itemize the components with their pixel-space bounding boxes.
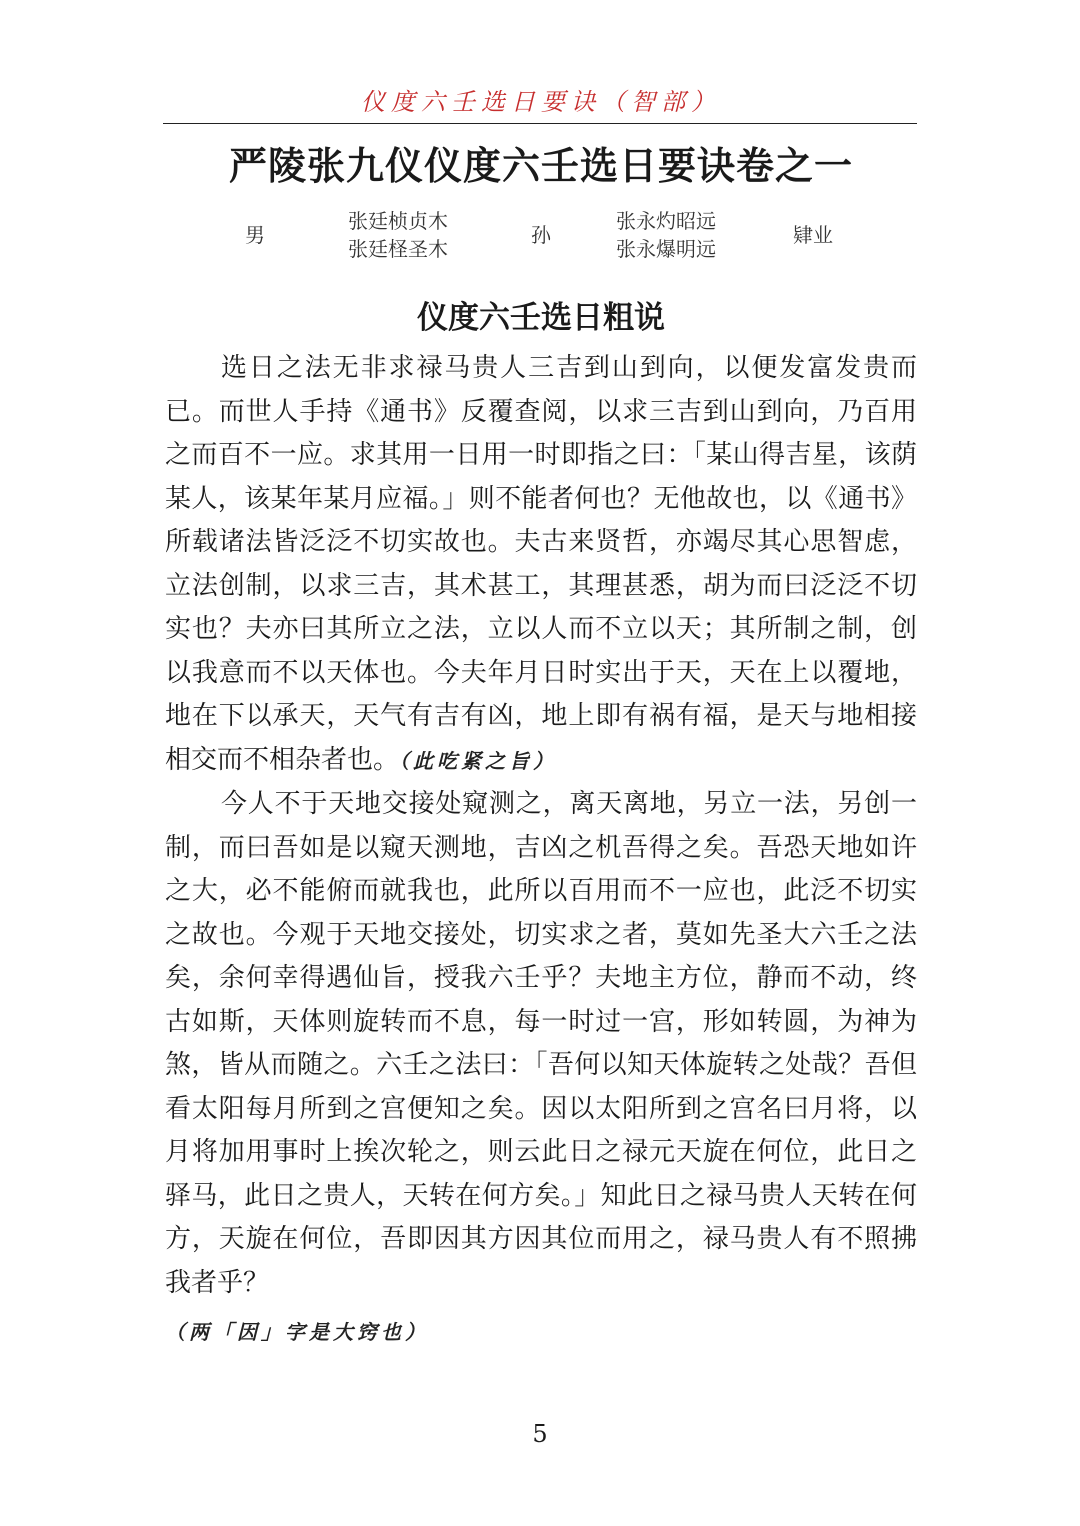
header-rule (163, 123, 917, 124)
annotation-note: （两「因」字是大窍也） (165, 1320, 429, 1344)
byline-grandson-2: 张永爆明远 (616, 237, 716, 261)
page-number: 5 (532, 1420, 548, 1448)
byline-grandsons (616, 207, 716, 263)
paragraph-text: 今人不于天地交接处窥测之，离天离地，另立一法，另创一制，而曰吾如是以窥天测地，吉凶之机吾得之矣。吾恐天地如许之大，必不能俯而就我也，此所以百用而不一应也，此泛不切实之故也。今观于天地交接处，切实求之者，莫如先圣大六壬之法矣，余何幸得遇仙旨，授我六壬乎？夫地主方位，静而不动，终古如斯，天体则旋转而不息，每一时过一宫，形如转圆，为神为煞，皆从而随之。六壬之法曰：「吾何以知天体旋转之处哉？吾但看太阳每月所到之宫便知之矣。因以太阳所到之宫名曰月将，以月将加用事时上挨次轮之，则云此日之禄元天旋在何位，此日之驿马，此日之贵人，天转在何方矣。」知此日之禄马贵人天转在何方，天旋在何位，吾即因其方因其位而用之，禄马贵人有不照拂我者乎？ (165, 789, 917, 1298)
byline-action: 肄业 (793, 223, 833, 247)
byline-grandson-label: 孙 (531, 223, 551, 247)
paragraph-text: 选日之法无非求禄马贵人三吉到山到向，以便发富发贵而已。而世人手持《通书》反覆查阅，以求三吉到山到向，乃百用之而百不一应。求其用一日用一时即指之曰：「某山得吉星，该荫某人，该某年某月应福。」则不能者何也？无他故也，以《通书》所载诸法皆泛泛不切实故也。夫古来贤哲，亦竭尽其心思智虑，立法创制，以求三吉，其术甚工，其理甚悉，胡为而曰泛泛不切实也？夫亦曰其所立之法，立以人而不立以天；其所制之制，创以我意而不以天体也。今夫年月日时实出于天，天在上以覆地，地在下以承天，天气有吉有凶，地上即有祸有福，是天与地相接相交而不相杂者也。 (165, 353, 917, 775)
annotation-note: （此吃紧之旨） (399, 748, 558, 773)
paragraph (165, 783, 917, 1355)
byline-sons (348, 207, 448, 263)
byline-son-label: 男 (245, 223, 265, 247)
byline-son-1: 张廷桢贞木 (348, 209, 448, 233)
byline (165, 205, 917, 275)
paragraph (165, 347, 917, 783)
byline-son-2: 张廷柽圣木 (348, 237, 448, 261)
byline-grandson-1: 张永灼昭远 (616, 209, 716, 233)
main-title: 严陵张九仪仪度六壬选日要诀卷之一 (228, 144, 853, 188)
section-title: 仪度六壬选日粗说 (417, 300, 665, 336)
body-text (165, 347, 917, 1355)
running-header: 仪度六壬选日要诀（智部） (361, 88, 721, 116)
